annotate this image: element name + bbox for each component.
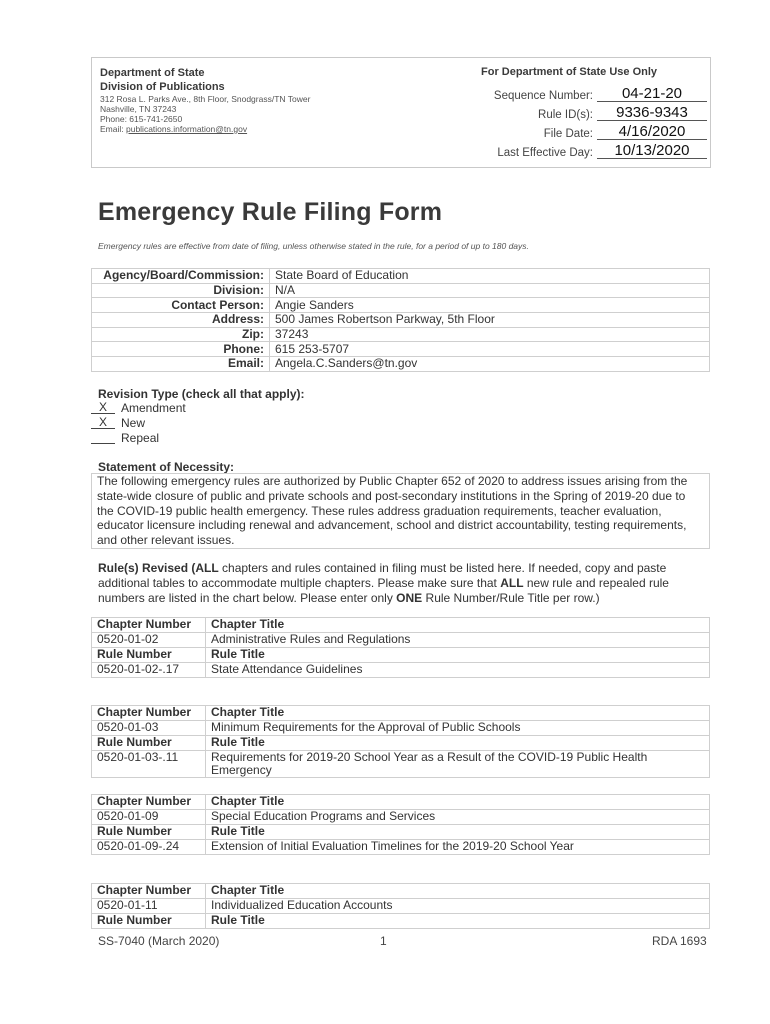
sequence-number-value: 04-21-20 [597, 86, 707, 102]
rules-intro-text-2: new rule and repealed rule numbers are listed in the chart below. Please enter only [98, 575, 669, 605]
agency-label: Agency/Board/Commission: [92, 269, 270, 284]
page-title: Emergency Rule Filing Form [98, 198, 443, 226]
rules-intro-text: chapters and rules contained in filing must be listed here. If needed, copy and paste additional tables to accommodate multiple chapters. Please make sure that [98, 561, 667, 590]
chapter-title-cell: Individualized Education Accounts [206, 899, 710, 914]
table-row [92, 795, 710, 810]
rule-number-header: Rule Number [92, 736, 206, 751]
table-row [92, 706, 710, 721]
table-row [92, 313, 710, 328]
rules-intro-emphasis-all: ALL [195, 561, 219, 575]
table-row [92, 899, 710, 914]
department-address: 312 Rosa L. Parks Ave., 8th Floor, Snodgrass/TN Tower [100, 94, 311, 104]
chapter-number-cell: 0520-01-11 [92, 899, 206, 914]
rule-title-header: Rule Title [206, 736, 710, 751]
last-effective-day-row [480, 140, 710, 159]
rule-title-cell: Extension of Initial Evaluation Timelines for the 2019-20 School Year [206, 840, 710, 855]
statement-of-necessity-title: Statement of Necessity: [98, 460, 235, 474]
revision-amendment-label: Amendment [121, 401, 186, 415]
rules-intro-text-3: Rule Number/Rule Title per row.) [422, 590, 600, 605]
table-row [92, 810, 710, 825]
chapter-title-cell: Minimum Requirements for the Approval of Public Schools [206, 721, 710, 736]
department-email-link[interactable]: publications.information@tn.gov [125, 124, 248, 134]
agency-info-table [91, 268, 710, 372]
table-row [92, 269, 710, 284]
rule-number-header: Rule Number [92, 648, 206, 663]
rule-title-cell: Requirements for 2019-20 School Year as a Result of the COVID-19 Public Health Emergency [206, 751, 710, 778]
table-row [92, 618, 710, 633]
file-date-value: 4/16/2020 [597, 124, 707, 140]
last-effective-day-value: 10/13/2020 [597, 143, 707, 159]
chapter-table-3 [91, 794, 710, 855]
state-use-only-title: For Department of State Use Only [481, 66, 658, 78]
department-city: Nashville, TN 37243 [100, 104, 177, 114]
table-row [92, 298, 710, 313]
table-row [92, 633, 710, 648]
department-name: Department of State [100, 67, 205, 79]
chapter-title-cell: Administrative Rules and Regulations [206, 633, 710, 648]
sequence-number-label: Sequence Number: [493, 90, 593, 102]
agency-value: State Board of Education [270, 269, 710, 284]
contact-person-value: Angie Sanders [270, 298, 710, 313]
phone-label: Phone: [92, 342, 270, 357]
last-effective-day-label: Last Effective Day: [497, 147, 593, 159]
revision-type-list [91, 401, 186, 446]
table-row [92, 327, 710, 342]
rule-number-cell: 0520-01-03-.11 [92, 751, 206, 778]
sequence-number-row [480, 83, 710, 102]
rule-ids-row [480, 102, 710, 121]
rules-intro-emphasis-one: ONE [396, 590, 423, 605]
email-label: Email: [100, 124, 126, 134]
rules-intro-emphasis-all-2: ALL [500, 575, 524, 590]
chapter-number-header: Chapter Number [92, 795, 206, 810]
table-row [92, 751, 710, 778]
chapter-table-4 [91, 883, 710, 929]
revision-new-mark[interactable]: X [91, 416, 115, 429]
file-date-row [480, 121, 710, 140]
division-value: N/A [270, 283, 710, 298]
file-date-label: File Date: [543, 128, 593, 140]
address-value: 500 James Robertson Parkway, 5th Floor [270, 313, 710, 328]
chapter-table-2 [91, 705, 710, 778]
footer-page-number: 1 [380, 934, 387, 948]
division-label: Division: [92, 283, 270, 298]
division-name: Division of Publications [100, 81, 225, 93]
zip-label: Zip: [92, 327, 270, 342]
table-row [92, 914, 710, 929]
rule-number-header: Rule Number [92, 914, 206, 929]
revision-new-label: New [121, 416, 146, 430]
rule-ids-label: Rule ID(s): [538, 109, 593, 121]
chapter-title-header: Chapter Title [206, 706, 710, 721]
department-email-line [100, 124, 400, 134]
rules-revised-heading: Rule(s) Revised ( [98, 561, 196, 575]
revision-repeal-label: Repeal [121, 431, 160, 445]
table-row [92, 283, 710, 298]
department-header-box [91, 57, 711, 168]
chapter-number-header: Chapter Number [92, 884, 206, 899]
zip-value: 37243 [270, 327, 710, 342]
chapter-number-header: Chapter Number [92, 618, 206, 633]
rule-ids-value: 9336-9343 [597, 105, 707, 121]
table-row [92, 342, 710, 357]
table-row [92, 357, 710, 372]
revision-amendment-mark[interactable]: X [91, 401, 115, 414]
footer-rda-number: RDA 1693 [652, 934, 707, 948]
chapter-table-1 [91, 617, 710, 678]
table-row [92, 721, 710, 736]
revision-new-option[interactable] [91, 416, 186, 431]
chapter-title-cell: Special Education Programs and Services [206, 810, 710, 825]
page-subtitle: Emergency rules are effective from date of filing, unless otherwise stated in the rule, for a period of up to 180 days. [98, 241, 529, 251]
rules-revised-instructions [98, 561, 708, 605]
chapter-number-header: Chapter Number [92, 706, 206, 721]
state-use-only-block [480, 66, 710, 159]
phone-value: 615 253-5707 [270, 342, 710, 357]
chapter-title-header: Chapter Title [206, 795, 710, 810]
chapter-number-cell: 0520-01-09 [92, 810, 206, 825]
rule-number-cell: 0520-01-02-.17 [92, 663, 206, 678]
chapter-number-cell: 0520-01-03 [92, 721, 206, 736]
rule-title-cell: State Attendance Guidelines [206, 663, 710, 678]
footer-form-number: SS-7040 (March 2020) [98, 934, 220, 948]
revision-type-title: Revision Type (check all that apply): [98, 387, 305, 401]
table-row [92, 825, 710, 840]
revision-amendment-option[interactable] [91, 401, 186, 416]
table-row [92, 840, 710, 855]
revision-repeal-mark[interactable] [91, 431, 115, 444]
table-row [92, 648, 710, 663]
table-row [92, 663, 710, 678]
department-phone: Phone: 615-741-2650 [100, 114, 183, 124]
contact-person-label: Contact Person: [92, 298, 270, 313]
revision-repeal-option[interactable] [91, 431, 186, 446]
email-value: Angela.C.Sanders@tn.gov [270, 357, 710, 372]
address-label: Address: [92, 313, 270, 328]
department-contact-block [100, 66, 400, 134]
rule-title-header: Rule Title [206, 648, 710, 663]
rule-number-header: Rule Number [92, 825, 206, 840]
chapter-title-header: Chapter Title [206, 884, 710, 899]
email-label: Email: [92, 357, 270, 372]
table-row [92, 884, 710, 899]
rule-title-header: Rule Title [206, 914, 710, 929]
statement-of-necessity-text: The following emergency rules are authorized by Public Chapter 652 of 2020 to address issues arising from the state-wide closure of public and private schools and post-secondary institutions in the Spring of 2019-20 due to the COVID-19 public health emergency. These rules address graduation requirements, teacher evaluation, educator licensure including renewal and advancement, school and district accountability, testing requirements, and other relevant issues. [91, 473, 710, 549]
chapter-number-cell: 0520-01-02 [92, 633, 206, 648]
table-row [92, 736, 710, 751]
rule-title-header: Rule Title [206, 825, 710, 840]
rule-number-cell: 0520-01-09-.24 [92, 840, 206, 855]
chapter-title-header: Chapter Title [206, 618, 710, 633]
